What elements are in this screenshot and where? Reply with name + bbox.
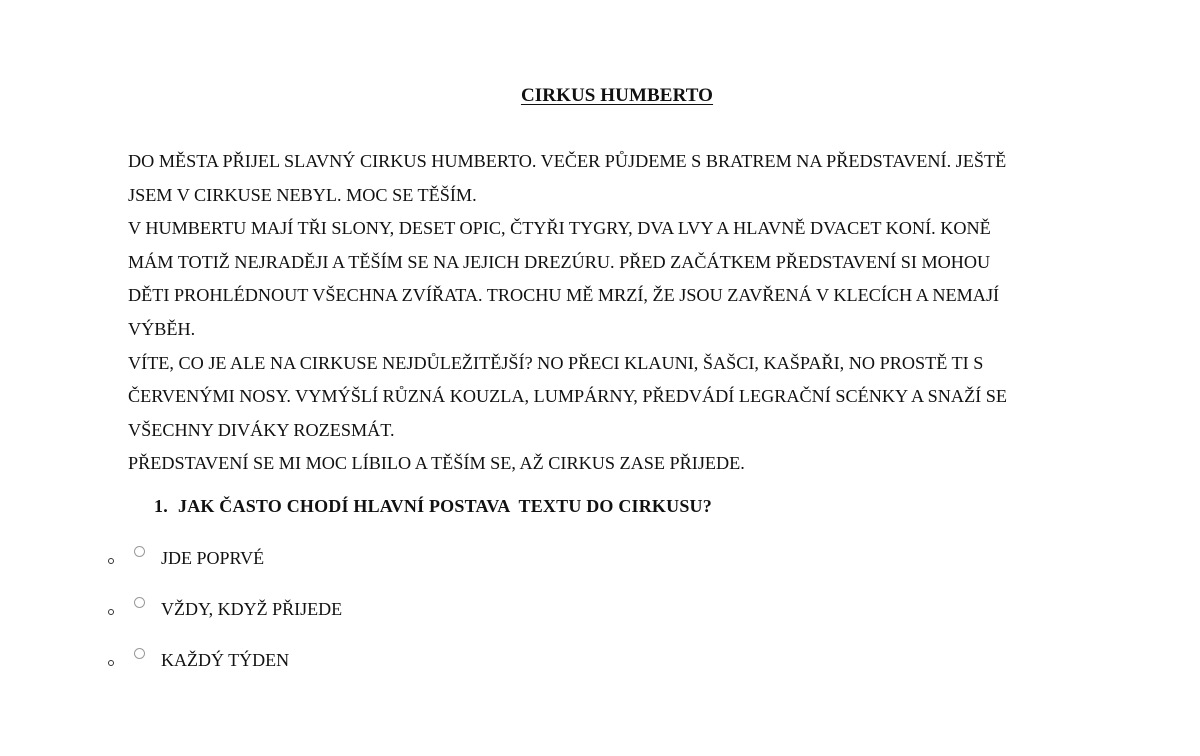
question-1: [154, 496, 712, 517]
story-line: DĚTI PROHLÉDNOUT VŠECHNA ZVÍŘATA. TROCHU MĚ MRZÍ, ŽE JSOU ZAVŘENÁ V KLECÍCH A NEMAJÍ: [128, 285, 1000, 306]
story-line: DO MĚSTA PŘIJEL SLAVNÝ CIRKUS HUMBERTO. VEČER PŮJDEME S BRATREM NA PŘEDSTAVENÍ. JEŠTĚ: [128, 151, 1007, 171]
answer-label[interactable]: VŽDY, KDYŽ PŘIJEDE: [161, 599, 343, 619]
story-text: [128, 145, 1103, 481]
story-line: ČERVENÝMI NOSY. VYMÝŠLÍ RŮZNÁ KOUZLA, LUMPÁRNY, PŘEDVÁDÍ LEGRAČNÍ SCÉNKY A SNAŽÍ SE: [128, 386, 1008, 407]
bullet-icon: [108, 558, 114, 564]
document-title: CIRKUS HUMBERTO: [520, 85, 714, 106]
story-line: JSEM V CIRKUSE NEBYL. MOC SE TĚŠÍM.: [128, 184, 477, 205]
radio-button[interactable]: [134, 648, 145, 659]
story-line: VÍTE, CO JE ALE NA CIRKUSE NEJDŮLEŽITĚJŠÍ? NO PŘECI KLAUNI, ŠAŠCI, KAŠPAŘI, NO PROSTĚ TI S: [128, 352, 984, 373]
answer-label[interactable]: KAŽDÝ TÝDEN: [161, 650, 290, 670]
story-line: V HUMBERTU MAJÍ TŘI SLONY, DESET OPIC, ČTYŘI TYGRY, DVA LVY A HLAVNĚ DVACET KONÍ. KONĚ: [128, 218, 991, 239]
radio-button[interactable]: [134, 546, 145, 557]
question-number: 1.: [154, 496, 168, 516]
answer-label[interactable]: JDE POPRVÉ: [161, 548, 265, 568]
bullet-icon: [108, 609, 114, 615]
radio-button[interactable]: [134, 597, 145, 608]
story-line: MÁM TOTIŽ NEJRADĚJI A TĚŠÍM SE NA JEJICH DREZÚRU. PŘED ZAČÁTKEM PŘEDSTAVENÍ SI MOHOU: [128, 251, 991, 272]
story-line: VŠECHNY DIVÁKY ROZESMÁT.: [128, 419, 395, 440]
story-line: PŘEDSTAVENÍ SE MI MOC LÍBILO A TĚŠÍM SE, AŽ CIRKUS ZASE PŘIJEDE.: [128, 453, 745, 474]
question-text: JAK ČASTO CHODÍ HLAVNÍ POSTAVA TEXTU DO CIRKUSU?: [178, 496, 712, 516]
story-line: VÝBĚH.: [128, 318, 196, 339]
bullet-icon: [108, 660, 114, 666]
